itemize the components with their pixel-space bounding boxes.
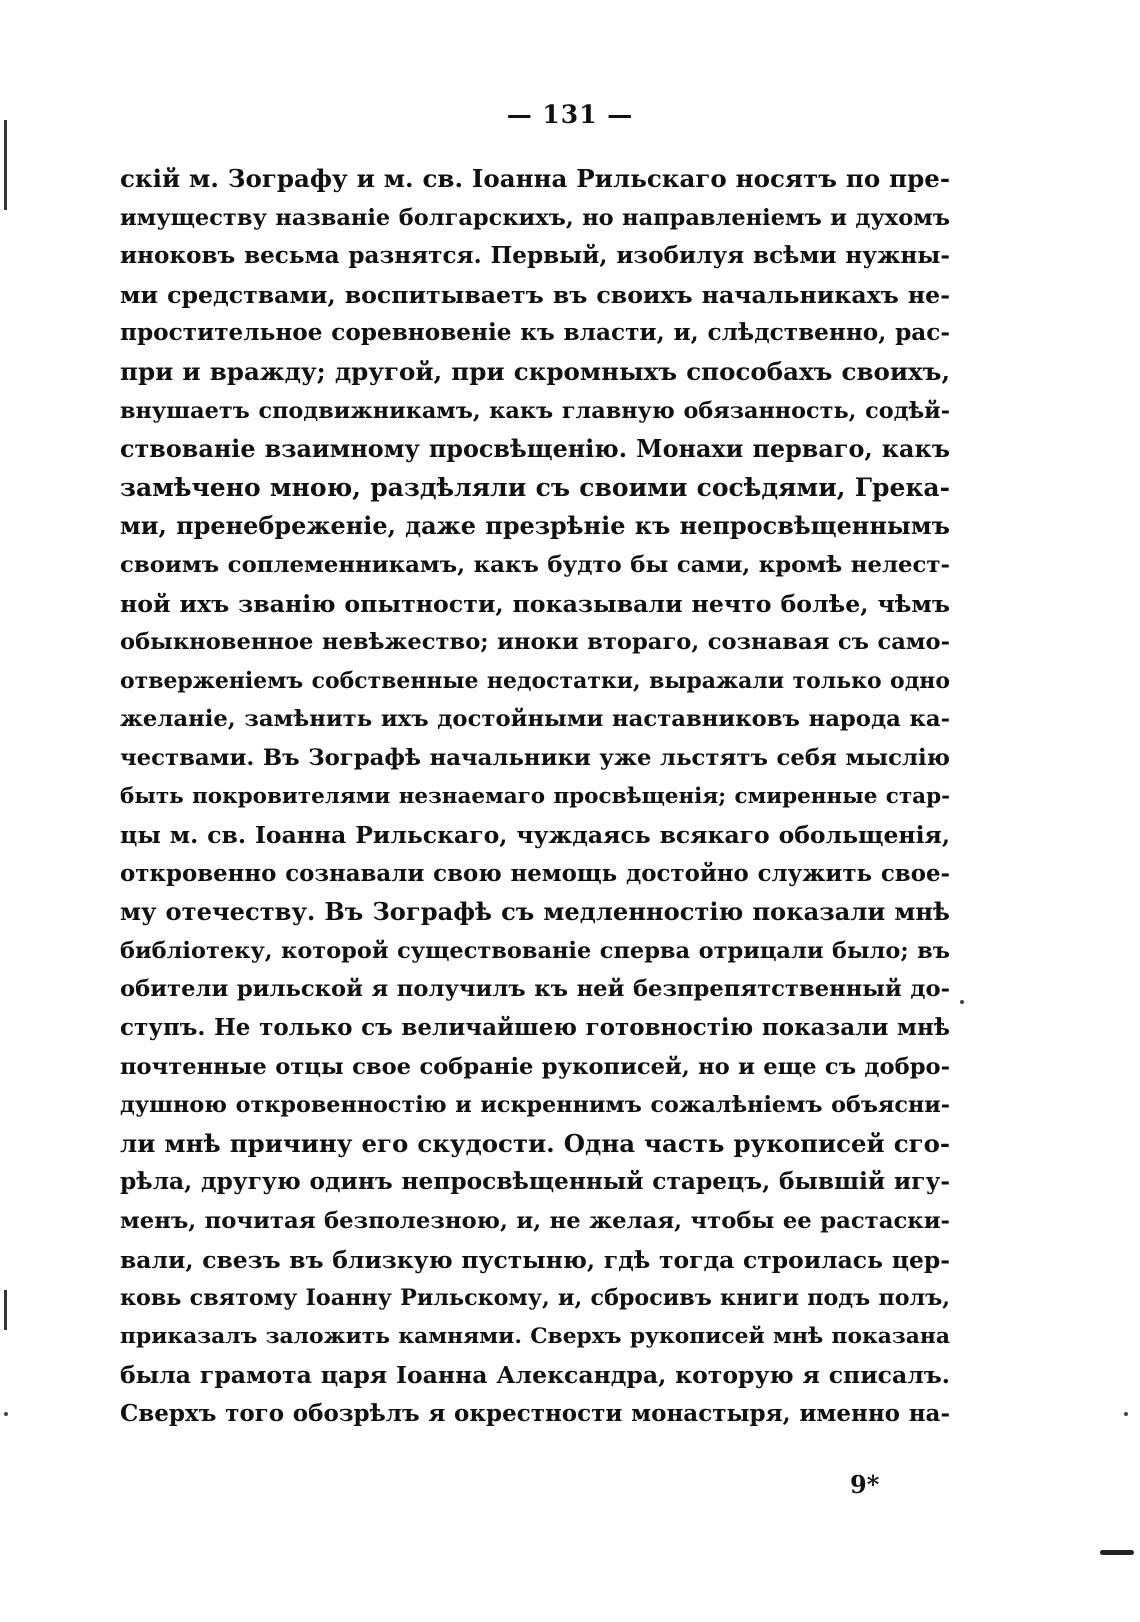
scan-edge-dot — [4, 1412, 8, 1416]
text-line: своимъ соплеменникамъ, какъ будто бы сами, кромѣ нелест- — [120, 551, 950, 578]
text-line: при и вражду; другой, при скромныхъ способахъ своихъ, — [120, 356, 950, 386]
text-line: му отечеству. Въ Зографѣ съ медленностію показали мнѣ — [120, 897, 950, 927]
page-body — [120, 160, 950, 1434]
text-line: отверженіемъ собственные недостатки, выражали только одно — [120, 667, 950, 694]
text-line: откровенно сознавали свою немощь достойно служить свое- — [120, 860, 950, 887]
text-line: была грамота царя Іоанна Александра, которую я списалъ. — [120, 1361, 950, 1390]
text-line: имуществу названіе болгарскихъ, но направленіемъ и духомъ — [120, 204, 950, 231]
text-line: замѣчено мною, раздѣляли съ своими сосѣдями, Грека- — [120, 472, 950, 502]
text-line: ступъ. Не только съ величайшею готовностію показали мнѣ — [120, 1014, 950, 1042]
text-line: цы м. св. Іоанна Рильскаго, чуждаясь всякаго обольщенія, — [120, 821, 950, 850]
text-line: ковь святому Іоанну Рильскому, и, сбросивъ книги подъ полъ, — [120, 1285, 950, 1312]
page-number: — 131 — — [506, 100, 634, 129]
scan-speck — [960, 1000, 964, 1004]
text-line: рѣла, другую одинъ непросвѣщенный старецъ, бывшій игу- — [120, 1168, 950, 1196]
text-line: быть покровителями незнаемаго просвѣщенія; смиренные стар- — [120, 783, 950, 809]
text-line: иноковъ весьма разнятся. Первый, изобилуя всѣми нужны- — [120, 242, 950, 270]
text-line: чествами. Въ Зографѣ начальники уже льстятъ себя мыслію — [120, 744, 950, 771]
signature-mark: 9* — [850, 1470, 880, 1499]
text-line: душною откровенностію и искреннимъ сожалѣніемъ объясни- — [120, 1092, 950, 1119]
scan-edge-mark — [4, 1290, 7, 1330]
text-line: простительное соревновеніе къ власти, и, слѣдственно, рас- — [120, 319, 950, 347]
scan-edge-mark — [1100, 1550, 1134, 1555]
text-line: вали, свезъ въ близкую пустыню, гдѣ тогда строилась цер- — [120, 1245, 950, 1274]
text-line: ной ихъ званію опытности, показывали нечто болѣе, чѣмъ — [120, 589, 950, 618]
text-line: приказалъ заложить камнями. Сверхъ рукописей мнѣ показана — [120, 1323, 950, 1349]
text-line: ли мнѣ причину его скудости. Одна часть рукописей сго- — [120, 1128, 950, 1158]
text-line: почтенные отцы свое собраніе рукописей, но и еще съ добро- — [120, 1053, 950, 1080]
scan-edge-dot — [1124, 1412, 1128, 1416]
text-line: желаніе, замѣнить ихъ достойными наставниковъ народа ка- — [120, 706, 950, 733]
text-line: библіотеку, которой существованіе сперва отрицали было; въ — [120, 937, 950, 964]
text-line: ми средствами, воспитываетъ въ своихъ начальникахъ не- — [120, 280, 950, 309]
text-line: Сверхъ того обозрѣлъ я окрестности монастыря, именно на- — [120, 1400, 950, 1427]
text-line: ствованіе взаимному просвѣщенію. Монахи перваго, какъ — [120, 435, 950, 464]
text-line: скій м. Зографу и м. св. Іоанна Рильскаго носятъ по пре- — [120, 164, 950, 193]
text-line: обители рильской я получилъ къ ней безпрепятственный до- — [120, 976, 950, 1003]
text-line: внушаетъ сподвижникамъ, какъ главную обязанность, содѣй- — [120, 397, 950, 424]
text-line: обыкновенное невѣжество; иноки втораго, сознавая съ само- — [120, 629, 950, 656]
scan-edge-mark — [4, 120, 7, 210]
text-line: ми, пренебреженіе, даже презрѣніе къ непросвѣщеннымъ — [120, 512, 950, 541]
text-line: менъ, почитая безполезною, и, не желая, чтобы ее растаски- — [120, 1208, 950, 1235]
